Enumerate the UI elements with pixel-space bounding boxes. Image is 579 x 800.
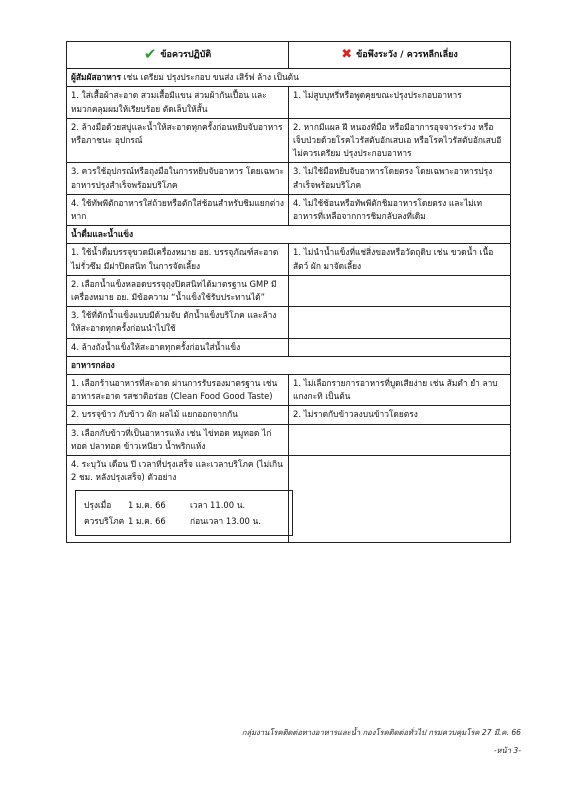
example-consume-line bbox=[84, 513, 284, 529]
do-cell: 2. ล้างมือด้วยสบู่และน้ำให้สะอาดทุกครั้งก่อนหยิบจับอาหาร หรือภาชนะ อุปกรณ์ bbox=[67, 118, 289, 163]
example-time: เวลา 11.00 น. bbox=[190, 500, 246, 511]
do-cell: 4. ใช้ทัพพีตักอาหารใส่ถ้วยหรือตักใส่ช้อนสำหรับชิมแยกต่างหาก bbox=[67, 194, 289, 225]
do-cell: 1. ใช้น้ำดื่มบรรจุขวดมีเครื่องหมาย อย. บรรจุภัณฑ์สะอาด ไม่รั่วซึม มีฝาปิดสนิท ในการจัดเลี้ยง bbox=[67, 244, 289, 275]
do-cell: 3. ใช้ที่ตักน้ำแข็งแบบมีด้ามจับ ตักน้ำแข็งบริโภค และล้างให้สะอาดทุกครั้งก่อนนำไปใช้ bbox=[67, 307, 289, 338]
example-cooked-line bbox=[84, 497, 284, 513]
avoid-cell: 1. ไม่เลือกรายการอาหารที่บูดเสียง่าย เช่น ส้มตำ ยำ ลาบ แกงกะทิ เป็นต้น bbox=[289, 375, 511, 406]
check-mark-icon: ✔ bbox=[143, 45, 157, 63]
avoid-cell: 1. ไม่สูบบุหรี่หรือพูดคุยขณะปรุงประกอบอาหาร bbox=[289, 87, 511, 118]
do-cell: 2. เลือกน้ำแข็งหลอดบรรจุถุงปิดสนิทได้มาตรฐาน GMP มีเครื่องหมาย อย. มีข้อความ “น้ำแข็งใช้รับประทานได้” bbox=[67, 275, 289, 306]
table-row bbox=[67, 244, 511, 275]
cross-mark-icon: ✖ bbox=[341, 47, 353, 62]
avoid-cell bbox=[289, 275, 511, 306]
avoid-cell: 2. หากมีแผล ฝี หนองที่มือ หรือมีอาการอุจจาระร่วง หรือเจ็บป่วยด้วยโรคไวรัสตับอักเสบเอ หรือโรคไวรัสตับอักเสบอี ไม่ควรเตรียม ปรุงประกอบอาหาร bbox=[289, 118, 511, 163]
source-note: กลุ่มงานโรคติดต่อทางอาหารและน้ำ กองโรคติดต่อทั่วไป กรมควบคุมโรค 27 มี.ค. 66 bbox=[241, 728, 521, 737]
table-row bbox=[67, 424, 511, 455]
example-date: 1 ม.ค. 66 bbox=[128, 500, 166, 511]
section-subtitle: เช่น เตรียม ปรุงประกอบ ขนส่ง เสิร์ฟ ล้าง เป็นต้น bbox=[121, 72, 299, 83]
table-row bbox=[67, 456, 511, 543]
table-header-row bbox=[67, 42, 511, 69]
example-label: ปรุงเมื่อ bbox=[84, 500, 112, 511]
do-cell bbox=[67, 456, 289, 543]
table-row bbox=[67, 375, 511, 406]
table-row bbox=[67, 275, 511, 306]
example-date: 1 ม.ค. 66 bbox=[128, 516, 166, 527]
avoid-cell: 4. ไม่ใช้ช้อนหรือทัพพีตักชิมอาหารโดยตรง และไม่เทอาหารที่เหลือจากการชิมกลับลงที่เดิม bbox=[289, 194, 511, 225]
do-cell: 4. ล้างถังน้ำแข็งให้สะอาดทุกครั้งก่อนใส่น้ำแข็ง bbox=[67, 338, 289, 356]
do-cell-text: 4. ระบุวัน เดือน ปี เวลาที่ปรุงเสร็จ และเวลาบริโภค (ไม่เกิน 2 ชม. หลังปรุงเสร็จ) ตัวอย่าง bbox=[71, 459, 283, 483]
section-title: ผู้สัมผัสอาหาร bbox=[71, 72, 122, 83]
table-row bbox=[67, 307, 511, 338]
avoid-cell: 3. ไม่ใช้มือหยิบจับอาหารโดยตรง โดยเฉพาะอาหารปรุงสำเร็จพร้อมบริโภค bbox=[289, 163, 511, 194]
section-water-ice-header bbox=[67, 226, 511, 244]
avoid-cell: 1. ไม่นำน้ำแข็งที่แช่สิ่งของหรือวัตถุดิบ เช่น ขวดน้ำ เนื้อสัตว์ ผัก มาจัดเลี้ยง bbox=[289, 244, 511, 275]
do-cell: 2. บรรจุข้าว กับข้าว ผัก ผลไม้ แยกออกจากกัน bbox=[67, 406, 289, 424]
do-cell: 3. เลือกกับข้าวที่เป็นอาหารแห้ง เช่น ไข่ทอด หมูทอด ไก่ทอด ปลาทอด ข้าวเหนียว น้ำพริกแห้ง bbox=[67, 424, 289, 455]
do-cell: 1. ใส่เสื้อผ้าสะอาด สวมเสื้อมีแขน สวมผ้ากันเปื้อน และหมวกคลุมผมให้เรียบร้อย ตัดเล็บให้สั้น bbox=[67, 87, 289, 118]
avoid-cell bbox=[289, 338, 511, 356]
table-row bbox=[67, 338, 511, 356]
table-row bbox=[67, 87, 511, 118]
avoid-cell bbox=[289, 456, 511, 543]
table-row bbox=[67, 118, 511, 163]
do-header-label: ข้อควรปฏิบัติ bbox=[160, 50, 212, 60]
example-time: ก่อนเวลา 13.00 น. bbox=[190, 516, 261, 527]
guideline-table bbox=[66, 41, 511, 543]
do-cell: 3. ควรใช้อุปกรณ์หรือถุงมือในการหยิบจับอาหาร โดยเฉพาะอาหารปรุงสำเร็จพร้อมบริโภค bbox=[67, 163, 289, 194]
table-row bbox=[67, 163, 511, 194]
page-number: -หน้า 3- bbox=[493, 746, 521, 755]
example-label: ควรบริโภค bbox=[84, 516, 125, 527]
avoid-cell: 2. ไม่ราดกับข้าวลงบนข้าวโดยตรง bbox=[289, 406, 511, 424]
avoid-cell bbox=[289, 424, 511, 455]
section-boxed-meals-header bbox=[67, 356, 511, 374]
section-food-handlers-header bbox=[67, 69, 511, 87]
table-row bbox=[67, 406, 511, 424]
label-example-box bbox=[75, 490, 293, 536]
do-column-header bbox=[67, 42, 289, 69]
do-cell: 1. เลือกร้านอาหารที่สะอาด ผ่านการรับรองมาตรฐาน เช่น อาหารสะอาด รสชาติอร่อย (Clean Food Good Taste) bbox=[67, 375, 289, 406]
avoid-column-header bbox=[289, 42, 511, 69]
section-title: น้ำดื่มและน้ำแข็ง bbox=[67, 226, 511, 244]
avoid-cell bbox=[289, 307, 511, 338]
table-row bbox=[67, 194, 511, 225]
section-title: อาหารกล่อง bbox=[67, 356, 511, 374]
avoid-header-label: ข้อพึงระวัง / ควรหลีกเลี่ยง bbox=[356, 50, 458, 60]
